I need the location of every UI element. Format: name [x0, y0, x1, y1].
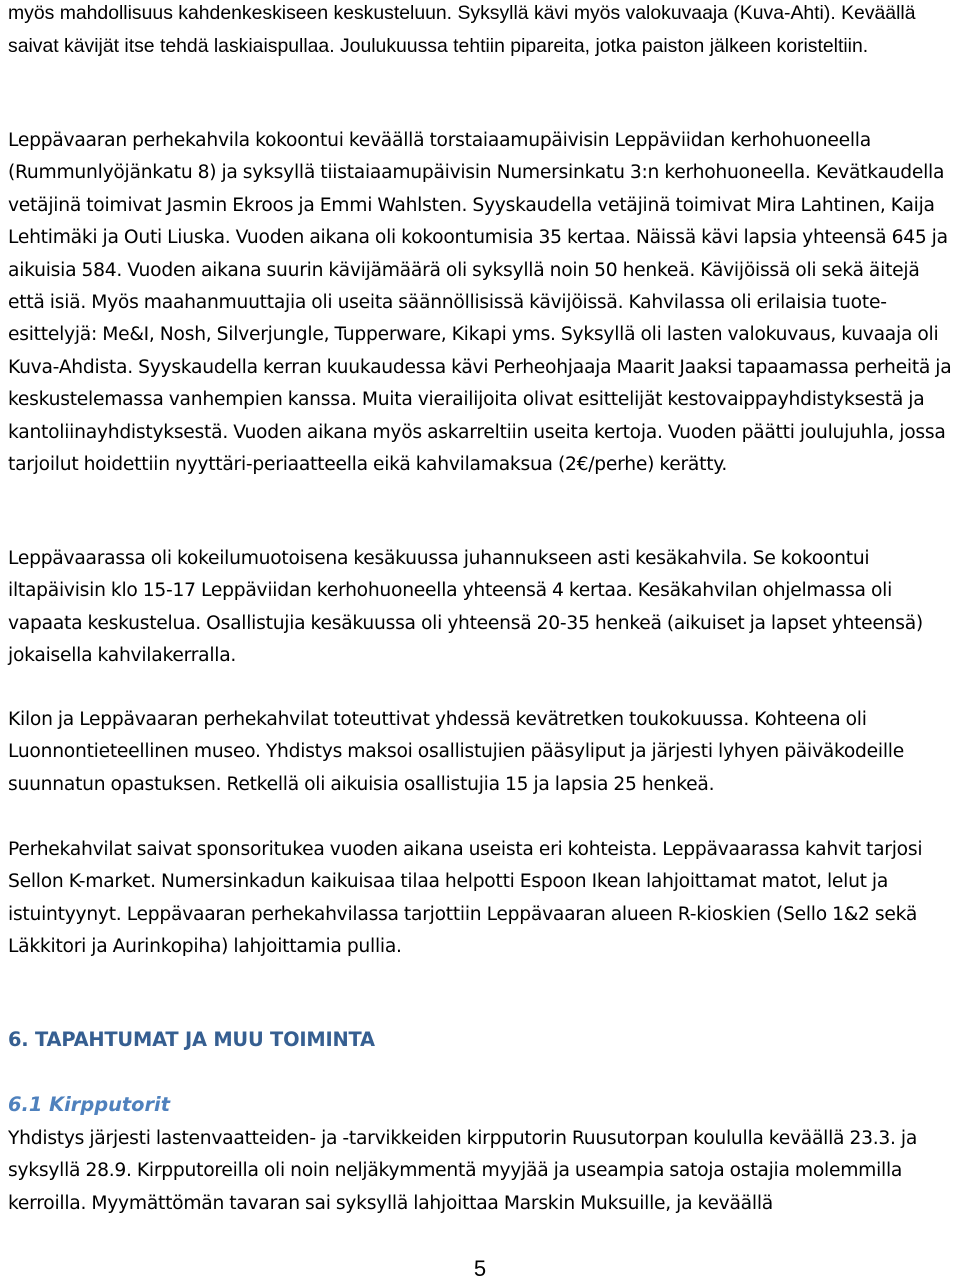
page-number: 5 [473, 1256, 487, 1281]
section-subheading: 6.1 Kirpputorit [8, 1093, 170, 1116]
flea-market-paragraph: Yhdistys järjesti lastenvaatteiden- ja -tarvikkeiden kirpputorin Ruusutorpan koululla keväällä 23.3. ja syksyllä 28.9. Kirpputoreilla oli noin neljäkymmentä myyjää ja useampia satoja ostajia molemmilla kerroilla. Myymättömän tavaran sai syksyllä lahjoittaa Marskin Muksuille, ja keväällä [8, 1128, 918, 1214]
intro-paragraph: myös mahdollisuus kahdenkeskiseen keskusteluun. Syksyllä kävi myös valokuvaaja (Kuva-Ahti). Keväällä saivat kävijät itse tehdä laskiaispullaa. Joulukuussa tehtiin pipareita, jotka paiston jälkeen koristeltiin. [8, 2, 916, 57]
sponsors-paragraph: Perhekahvilat saivat sponsoritukea vuoden aikana useista eri kohteista. Leppävaarassa kahvit tarjosi Sellon K-market. Numersinkadun kaikuisaa tilaa helpotti Espoon Ikean lahjoittamat matot, lelut ja istuintyynyt. Leppävaaran perhekahvilassa tarjottiin Leppävaaran alueen R-kioskien (Sello 1&2 sekä Läkkitori ja Aurinkopiha) lahjoittamia pullia. [8, 839, 923, 958]
leppavaara-meeting-sentence: Leppävaaran perhekahvila kokoontui keväällä torstaiaamupäivisin Leppäviidan kerhohuoneella (Rummunlyöjänkatu 8) ja syksyllä tiistaiaamupäivisin Numersinkatu 3:n kerhohuoneella. [8, 130, 871, 184]
section-heading: 6. TAPAHTUMAT JA MUU TOIMINTA [8, 1028, 375, 1051]
summer-cafe-paragraph: Leppävaarassa oli kokeilumuotoisena kesäkuussa juhannukseen asti kesäkahvila. Se kokoontui iltapäivisin klo 15-17 Leppäviidan kerhohuoneella yhteensä 4 kertaa. Kesäkahvilan ohjelmassa oli vapaata keskustelua. Osallistujia kesäkuussa oli yhteensä 20-35 henkeä (aikuiset ja lapset yhteensä) jokaisella kahvilakerralla. [8, 548, 923, 667]
leppavaara-leaders-text: Kevätkaudella vetäjinä toimivat Jasmin Ekroos ja Emmi Wahlsten. Syyskaudella vetäjinä toimivat Mira Lahtinen, Kaija Lehtimäki ja Outi Liuska. Vuoden aikana oli kokoontumisia 35 kertaa. Näissä kävi lapsia yhteensä 645 ja aikuisia 584. Vuoden aikana suurin kävijämäärä oli syksyllä noin 50 henkeä. Kävijöissä oli sekä äitejä että isiä. Myös maahanmuuttajia oli useita säännöllisissä kävijöissä. Kahvilassa oli erilaisia tuote-esittelyjä: Me&I, Nosh, Silverjungle, Tupperware, Kikapi yms. Syksyllä oli lasten valokuvaus, kuvaaja oli Kuva-Ahdista. Syyskaudella kerran kuukaudessa kävi Perheohjaaja Maarit Jaaksi tapaamassa perheitä ja keskustelemassa vanhempien kanssa. Muita vierailijoita olivat esittelijät kestovaippayhdistyksestä ja kantoliinayhdistyksestä. Vuoden aikana myös askarreltiin useita kertoja. Vuoden päätti joulujuhla, jossa tarjoilut hoidettiin nyyttäri-periaatteella eikä kahvilamaksua (2€/perhe) kerätty. [8, 162, 952, 476]
spring-trip-paragraph: Kilon ja Leppävaaran perhekahvilat toteuttivat yhdessä kevätretken toukokuussa. Kohteena oli Luonnontieteellinen museo. Yhdistys maksoi osallistujien pääsyliput ja järjesti lyhyen päiväkodeille suunnatun opastuksen. Retkellä oli aikuisia osallistujia 15 ja lapsia 25 henkeä. [8, 709, 904, 795]
leppavaara-meeting-paragraph [8, 125, 958, 481]
